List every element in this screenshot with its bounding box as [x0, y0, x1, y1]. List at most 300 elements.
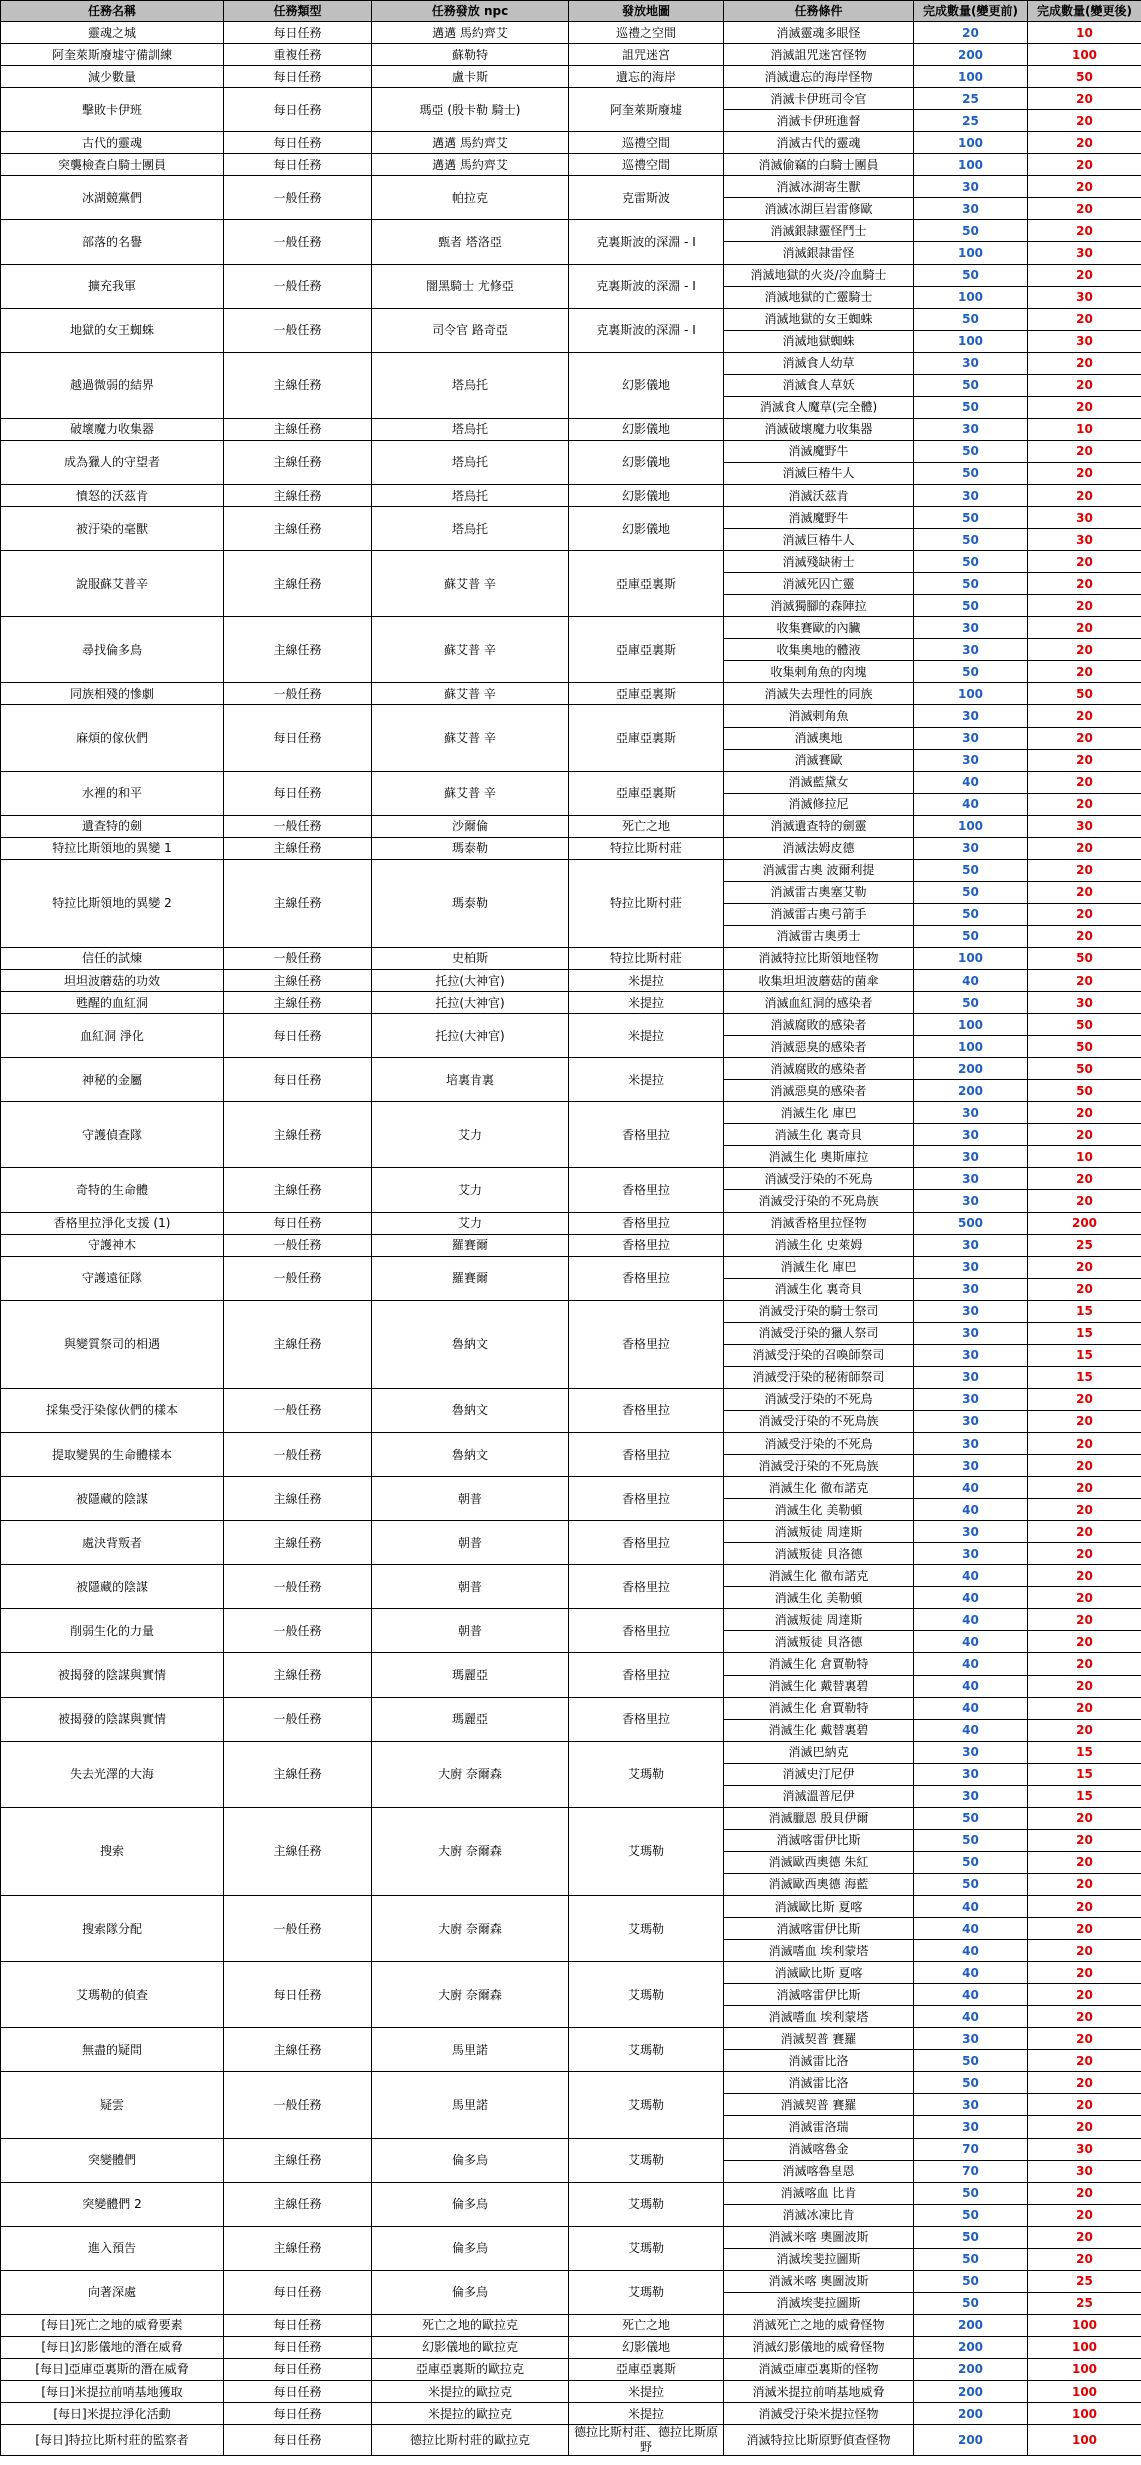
- header-count-before: 完成數量(變更前): [914, 1, 1028, 22]
- quest-map: 巡禮之空間: [569, 22, 724, 44]
- quest-npc: 邁邁 馬約齊艾: [372, 22, 569, 44]
- quest-condition: 消滅生化 倉賈勒特: [724, 1653, 914, 1675]
- quest-name: 甦醒的血紅洞: [1, 992, 224, 1014]
- quest-npc: 司令官 路奇亞: [372, 308, 569, 352]
- quest-condition: 消滅食人魔草(完全體): [724, 396, 914, 418]
- count-after: 20: [1028, 661, 1141, 683]
- quest-map: 幻影儀地: [569, 484, 724, 506]
- table-row: [1, 2072, 1141, 2094]
- count-before: 20: [914, 22, 1028, 44]
- quest-npc: 蘇艾普 辛: [372, 705, 569, 771]
- quest-type: 主線任務: [224, 440, 372, 484]
- quest-condition: 消滅米喀 奧圖波斯: [724, 2270, 914, 2292]
- quest-type: 一般任務: [224, 264, 372, 308]
- quest-type: 每日任務: [224, 771, 372, 815]
- quest-map: 幻影儀地: [569, 352, 724, 418]
- count-after: 20: [1028, 352, 1141, 374]
- count-before: 30: [914, 352, 1028, 374]
- quest-npc: 培裏肯裏: [372, 1058, 569, 1102]
- count-after: 50: [1028, 1036, 1141, 1058]
- quest-npc: 米提拉的歐拉克: [372, 2381, 569, 2403]
- quest-condition: 消滅破壞魔力收集器: [724, 418, 914, 440]
- quest-name: 提取變異的生命體樣本: [1, 1433, 224, 1477]
- table-row: [1, 1895, 1141, 1917]
- quest-name: [每日]死亡之地的威脅要素: [1, 2314, 224, 2336]
- quest-condition: 消滅歐比斯 夏喀: [724, 1895, 914, 1917]
- quest-condition: 消滅巨椿牛人: [724, 462, 914, 484]
- quest-condition: 消滅受汙染米提拉怪物: [724, 2403, 914, 2425]
- count-before: 40: [914, 1675, 1028, 1697]
- count-after: 20: [1028, 220, 1141, 242]
- quest-condition: 消滅奧地: [724, 727, 914, 749]
- quest-condition: 消滅生化 裏奇貝: [724, 1278, 914, 1300]
- count-before: 30: [914, 1234, 1028, 1256]
- quest-name: 突變體們: [1, 2138, 224, 2182]
- quest-name: 突變體們 2: [1, 2182, 224, 2226]
- quest-npc: 蘇艾普 辛: [372, 771, 569, 815]
- table-row: [1, 1609, 1141, 1631]
- table-row: [1, 220, 1141, 242]
- quest-name: 奇特的生命體: [1, 1168, 224, 1212]
- count-before: 30: [914, 1455, 1028, 1477]
- count-before: 40: [914, 970, 1028, 992]
- count-after: 20: [1028, 1499, 1141, 1521]
- count-before: 50: [914, 2270, 1028, 2292]
- table-row: [1, 88, 1141, 110]
- quest-condition: 收集奧地的體液: [724, 639, 914, 661]
- count-after: 25: [1028, 2270, 1141, 2292]
- count-after: 20: [1028, 1124, 1141, 1146]
- header-quest-name: 任務名稱: [1, 1, 224, 22]
- quest-condition: 消滅巴納克: [724, 1741, 914, 1763]
- count-before: 100: [914, 286, 1028, 308]
- count-before: 40: [914, 1609, 1028, 1631]
- count-after: 20: [1028, 1631, 1141, 1653]
- quest-type: 每日任務: [224, 1212, 372, 1234]
- count-after: 20: [1028, 793, 1141, 815]
- table-row: [1, 2336, 1141, 2358]
- quest-type: 主線任務: [224, 859, 372, 947]
- count-after: 20: [1028, 2094, 1141, 2116]
- quest-name: 守護神木: [1, 1234, 224, 1256]
- quest-map: 克雷斯波: [569, 176, 724, 220]
- count-before: 100: [914, 1014, 1028, 1036]
- count-before: 200: [914, 1080, 1028, 1102]
- quest-condition: 消滅冰湖寄生獸: [724, 176, 914, 198]
- quest-name: 靈魂之城: [1, 22, 224, 44]
- count-before: 40: [914, 1653, 1028, 1675]
- count-before: 50: [914, 308, 1028, 330]
- count-before: 50: [914, 903, 1028, 925]
- count-after: 20: [1028, 727, 1141, 749]
- quest-condition: 消滅受汙染的獵人祭司: [724, 1322, 914, 1344]
- count-before: 50: [914, 374, 1028, 396]
- count-after: 20: [1028, 264, 1141, 286]
- quest-type: 每日任務: [224, 1962, 372, 2028]
- quest-map: 死亡之地: [569, 2314, 724, 2336]
- quest-type: 主線任務: [224, 484, 372, 506]
- table-row: [1, 1300, 1141, 1322]
- count-before: 30: [914, 1344, 1028, 1366]
- quest-type: 主線任務: [224, 352, 372, 418]
- count-after: 20: [1028, 749, 1141, 771]
- quest-map: 艾瑪勒: [569, 1807, 724, 1895]
- quest-name: 說服蘇艾普辛: [1, 551, 224, 617]
- header-map: 發放地圖: [569, 1, 724, 22]
- quest-type: 每日任務: [224, 1014, 372, 1058]
- count-after: 20: [1028, 1388, 1141, 1410]
- count-after: 100: [1028, 2425, 1141, 2456]
- quest-npc: 朝普: [372, 1521, 569, 1565]
- count-before: 30: [914, 639, 1028, 661]
- quest-npc: 馬里諾: [372, 2072, 569, 2138]
- quest-npc: 沙爾倫: [372, 815, 569, 837]
- count-before: 30: [914, 1521, 1028, 1543]
- quest-condition: 消滅埃斐拉圖斯: [724, 2292, 914, 2314]
- count-after: 50: [1028, 683, 1141, 705]
- quest-condition: 消滅臘恩 殷貝伊爾: [724, 1807, 914, 1829]
- count-before: 30: [914, 1300, 1028, 1322]
- quest-condition: 消滅冰湖巨岩雷修歐: [724, 198, 914, 220]
- header-quest-type: 任務類型: [224, 1, 372, 22]
- count-after: 50: [1028, 66, 1141, 88]
- count-after: 100: [1028, 2403, 1141, 2425]
- count-before: 50: [914, 462, 1028, 484]
- count-before: 40: [914, 1477, 1028, 1499]
- count-before: 30: [914, 1763, 1028, 1785]
- quest-npc: 塔烏托: [372, 440, 569, 484]
- quest-name: 處決背叛者: [1, 1521, 224, 1565]
- quest-condition: 消滅受汙染的不死鳥族: [724, 1410, 914, 1432]
- count-after: 20: [1028, 1102, 1141, 1124]
- quest-map: 艾瑪勒: [569, 1962, 724, 2028]
- quest-condition: 消滅生化 奧斯庫拉: [724, 1146, 914, 1168]
- quest-name: 被隱藏的陰謀: [1, 1565, 224, 1609]
- count-before: 30: [914, 1433, 1028, 1455]
- quest-condition: 消滅喀魯皇恩: [724, 2160, 914, 2182]
- count-after: 15: [1028, 1300, 1141, 1322]
- table-row: [1, 683, 1141, 705]
- quest-npc: 邁邁 馬約齊艾: [372, 154, 569, 176]
- quest-condition: 消滅生化 美勒頓: [724, 1587, 914, 1609]
- count-before: 30: [914, 617, 1028, 639]
- quest-type: 主線任務: [224, 1521, 372, 1565]
- count-before: 50: [914, 2182, 1028, 2204]
- quest-type: 主線任務: [224, 1477, 372, 1521]
- count-before: 100: [914, 132, 1028, 154]
- quest-condition: 收集賽歐的內臟: [724, 617, 914, 639]
- header-row: [1, 1, 1141, 22]
- quest-condition: 消滅喀血 比肯: [724, 2182, 914, 2204]
- count-before: 70: [914, 2138, 1028, 2160]
- quest-name: 越過微弱的結界: [1, 352, 224, 418]
- count-after: 50: [1028, 1080, 1141, 1102]
- quest-map: 幻影儀地: [569, 507, 724, 551]
- count-before: 50: [914, 925, 1028, 947]
- table-row: [1, 352, 1141, 374]
- count-after: 20: [1028, 1477, 1141, 1499]
- quest-name: 破壞魔力收集器: [1, 418, 224, 440]
- count-before: 30: [914, 484, 1028, 506]
- quest-map: 香格里拉: [569, 1565, 724, 1609]
- count-after: 20: [1028, 1256, 1141, 1278]
- count-before: 40: [914, 1697, 1028, 1719]
- quest-type: 每日任務: [224, 88, 372, 132]
- count-after: 20: [1028, 1410, 1141, 1432]
- quest-name: 地獄的女王蜘蛛: [1, 308, 224, 352]
- quest-condition: 消滅雷洛瑞: [724, 2116, 914, 2138]
- count-after: 20: [1028, 110, 1141, 132]
- quest-name: 冰湖競黨們: [1, 176, 224, 220]
- quest-condition: 消滅雷比洛: [724, 2072, 914, 2094]
- quest-npc: 史柏斯: [372, 947, 569, 969]
- count-before: 200: [914, 2314, 1028, 2336]
- count-before: 50: [914, 551, 1028, 573]
- count-before: 50: [914, 2050, 1028, 2072]
- count-before: 50: [914, 440, 1028, 462]
- count-after: 10: [1028, 22, 1141, 44]
- quest-condition: 消滅喀雷伊比斯: [724, 1984, 914, 2006]
- quest-npc: 倫多烏: [372, 2226, 569, 2270]
- quest-name: 失去光澤的大海: [1, 1741, 224, 1807]
- quest-type: 一般任務: [224, 220, 372, 264]
- count-before: 40: [914, 1918, 1028, 1940]
- count-after: 100: [1028, 44, 1141, 66]
- count-after: 20: [1028, 595, 1141, 617]
- quest-condition: 消滅雷古奧 波爾利提: [724, 859, 914, 881]
- quest-condition: 消滅生化 庫巴: [724, 1102, 914, 1124]
- quest-name: [每日]米提拉前哨基地獲取: [1, 2381, 224, 2403]
- count-before: 30: [914, 418, 1028, 440]
- count-after: 30: [1028, 242, 1141, 264]
- quest-condition: 消滅亞庫亞裏斯的怪物: [724, 2358, 914, 2380]
- table-row: [1, 1807, 1141, 1829]
- table-row: [1, 815, 1141, 837]
- quest-map: 艾瑪勒: [569, 2028, 724, 2072]
- quest-condition: 消滅法姆皮德: [724, 837, 914, 859]
- quest-type: 一般任務: [224, 947, 372, 969]
- quest-name: 信任的試煉: [1, 947, 224, 969]
- quest-map: 米提拉: [569, 970, 724, 992]
- quest-type: 主線任務: [224, 970, 372, 992]
- count-before: 50: [914, 396, 1028, 418]
- count-before: 40: [914, 1565, 1028, 1587]
- quest-type: 每日任務: [224, 22, 372, 44]
- table-row: [1, 1058, 1141, 1080]
- quest-condition: 消滅剌角魚: [724, 705, 914, 727]
- quest-condition: 消滅靈魂多眼怪: [724, 22, 914, 44]
- quest-npc: 托拉(大神官): [372, 1014, 569, 1058]
- quest-condition: 消滅沃茲肯: [724, 484, 914, 506]
- table-row: [1, 1102, 1141, 1124]
- table-row: [1, 859, 1141, 881]
- quest-map: 克裏斯波的深淵 - I: [569, 308, 724, 352]
- table-row: [1, 66, 1141, 88]
- quest-npc: 亞庫亞裏斯的歐拉克: [372, 2358, 569, 2380]
- quest-condition: 消滅卡伊班司令官: [724, 88, 914, 110]
- quest-name: 特拉比斯領地的異變 1: [1, 837, 224, 859]
- quest-npc: 塔烏托: [372, 352, 569, 418]
- quest-map: 香格里拉: [569, 1653, 724, 1697]
- quest-name: 採集受汙染傢伙們的樣本: [1, 1388, 224, 1432]
- quest-name: 同族相殘的慘劇: [1, 683, 224, 705]
- quest-condition: 消滅契普 賽羅: [724, 2028, 914, 2050]
- table-row: [1, 1565, 1141, 1587]
- count-before: 50: [914, 507, 1028, 529]
- quest-map: 香格里拉: [569, 1256, 724, 1300]
- table-row: [1, 2226, 1141, 2248]
- table-row: [1, 44, 1141, 66]
- quest-npc: 艾力: [372, 1102, 569, 1168]
- quest-condition: 消滅歐西奧德 海藍: [724, 1873, 914, 1895]
- count-after: 20: [1028, 1675, 1141, 1697]
- quest-npc: 倫多烏: [372, 2138, 569, 2182]
- table-row: [1, 970, 1141, 992]
- quest-type: 每日任務: [224, 2336, 372, 2358]
- header-condition: 任務條件: [724, 1, 914, 22]
- quest-map: 艾瑪勒: [569, 2270, 724, 2314]
- count-before: 50: [914, 992, 1028, 1014]
- count-before: 25: [914, 110, 1028, 132]
- quest-condition: 消滅遺忘的海岸怪物: [724, 66, 914, 88]
- count-after: 20: [1028, 198, 1141, 220]
- quest-map: 艾瑪勒: [569, 1741, 724, 1807]
- header-npc: 任務發放 npc: [372, 1, 569, 22]
- count-before: 30: [914, 837, 1028, 859]
- count-after: 20: [1028, 859, 1141, 881]
- count-before: 100: [914, 330, 1028, 352]
- table-row: [1, 551, 1141, 573]
- quest-type: 每日任務: [224, 2425, 372, 2456]
- quest-name: 擴充我軍: [1, 264, 224, 308]
- count-after: 20: [1028, 705, 1141, 727]
- quest-name: 遺查特的劍: [1, 815, 224, 837]
- count-before: 50: [914, 220, 1028, 242]
- table-row: [1, 1234, 1141, 1256]
- quest-type: 一般任務: [224, 2072, 372, 2138]
- quest-table-body: [1, 22, 1141, 2456]
- count-after: 30: [1028, 2160, 1141, 2182]
- count-after: 20: [1028, 1918, 1141, 1940]
- quest-condition: 消滅叛徒 貝洛德: [724, 1631, 914, 1653]
- quest-type: 每日任務: [224, 705, 372, 771]
- quest-condition: 消滅生化 倉賈勒特: [724, 1697, 914, 1719]
- quest-type: 每日任務: [224, 2270, 372, 2314]
- quest-condition: 消滅雷古奧塞艾勒: [724, 881, 914, 903]
- count-after: 100: [1028, 2358, 1141, 2380]
- quest-name: 守護遠征隊: [1, 1256, 224, 1300]
- count-after: 20: [1028, 1455, 1141, 1477]
- table-row: [1, 1521, 1141, 1543]
- quest-name: 被隱藏的陰謀: [1, 1477, 224, 1521]
- count-before: 50: [914, 595, 1028, 617]
- quest-npc: 托拉(大神官): [372, 992, 569, 1014]
- table-row: [1, 1014, 1141, 1036]
- count-after: 20: [1028, 2072, 1141, 2094]
- quest-name: [每日]亞庫亞裏斯的潛在威脅: [1, 2358, 224, 2380]
- quest-npc: 瑪泰勒: [372, 859, 569, 947]
- quest-name: 艾瑪勒的偵查: [1, 1962, 224, 2028]
- quest-condition: 消滅喀魯金: [724, 2138, 914, 2160]
- quest-name: 無盡的疑問: [1, 2028, 224, 2072]
- quest-condition: 消滅生化 庫巴: [724, 1256, 914, 1278]
- quest-map: 亞庫亞裏斯: [569, 551, 724, 617]
- count-after: 30: [1028, 330, 1141, 352]
- quest-condition: 消滅腐敗的感染者: [724, 1014, 914, 1036]
- count-after: 10: [1028, 1146, 1141, 1168]
- quest-condition: 消滅生化 徹布諾克: [724, 1565, 914, 1587]
- count-before: 50: [914, 2072, 1028, 2094]
- count-before: 50: [914, 1851, 1028, 1873]
- quest-type: 每日任務: [224, 132, 372, 154]
- count-after: 20: [1028, 1829, 1141, 1851]
- quest-name: 被揭發的陰謀與實情: [1, 1697, 224, 1741]
- quest-condition: 消滅嗜血 埃利蒙塔: [724, 2006, 914, 2028]
- count-before: 30: [914, 1168, 1028, 1190]
- quest-map: 香格里拉: [569, 1388, 724, 1432]
- quest-name: 成為獵人的守望者: [1, 440, 224, 484]
- quest-name: 削弱生化的力量: [1, 1609, 224, 1653]
- count-after: 25: [1028, 2292, 1141, 2314]
- count-before: 50: [914, 2226, 1028, 2248]
- count-after: 20: [1028, 2248, 1141, 2270]
- quest-condition: 消滅受汙染的不死鳥: [724, 1433, 914, 1455]
- count-after: 20: [1028, 881, 1141, 903]
- quest-npc: 瑪麗亞: [372, 1653, 569, 1697]
- table-row: [1, 1741, 1141, 1763]
- count-before: 30: [914, 1785, 1028, 1807]
- count-after: 15: [1028, 1785, 1141, 1807]
- table-row: [1, 1212, 1141, 1234]
- quest-map: 特拉比斯村莊: [569, 947, 724, 969]
- count-after: 15: [1028, 1322, 1141, 1344]
- count-before: 200: [914, 1058, 1028, 1080]
- quest-npc: 蘇勒特: [372, 44, 569, 66]
- table-row: [1, 484, 1141, 506]
- count-after: 20: [1028, 551, 1141, 573]
- quest-map: 巡禮空間: [569, 132, 724, 154]
- table-row: [1, 154, 1141, 176]
- count-after: 20: [1028, 1278, 1141, 1300]
- quest-map: 艾瑪勒: [569, 2138, 724, 2182]
- quest-map: 遺忘的海岸: [569, 66, 724, 88]
- quest-type: 重複任務: [224, 44, 372, 66]
- quest-map: 香格里拉: [569, 1521, 724, 1565]
- count-before: 30: [914, 2116, 1028, 2138]
- count-before: 200: [914, 2358, 1028, 2380]
- quest-condition: 消滅米喀 奧圖波斯: [724, 2226, 914, 2248]
- quest-condition: 消滅魔野牛: [724, 440, 914, 462]
- quest-condition: 消滅食人草妖: [724, 374, 914, 396]
- quest-condition: 消滅銀隷靈怪鬥士: [724, 220, 914, 242]
- quest-condition: 消滅喀雷伊比斯: [724, 1829, 914, 1851]
- count-after: 20: [1028, 1807, 1141, 1829]
- quest-npc: 魯納文: [372, 1433, 569, 1477]
- quest-condition: 消滅香格里拉怪物: [724, 1212, 914, 1234]
- quest-condition: 消滅生化 徹布諾克: [724, 1477, 914, 1499]
- count-after: 20: [1028, 1653, 1141, 1675]
- quest-npc: 瑪泰勒: [372, 837, 569, 859]
- count-after: 20: [1028, 617, 1141, 639]
- count-before: 50: [914, 2292, 1028, 2314]
- table-row: [1, 992, 1141, 1014]
- quest-condition: 消滅溫普尼伊: [724, 1785, 914, 1807]
- quest-npc: 瑪亞 (殷卡勒 騎士): [372, 88, 569, 132]
- table-row: [1, 771, 1141, 793]
- quest-name: 搜索隊分配: [1, 1895, 224, 1961]
- quest-type: 一般任務: [224, 308, 372, 352]
- count-after: 20: [1028, 1719, 1141, 1741]
